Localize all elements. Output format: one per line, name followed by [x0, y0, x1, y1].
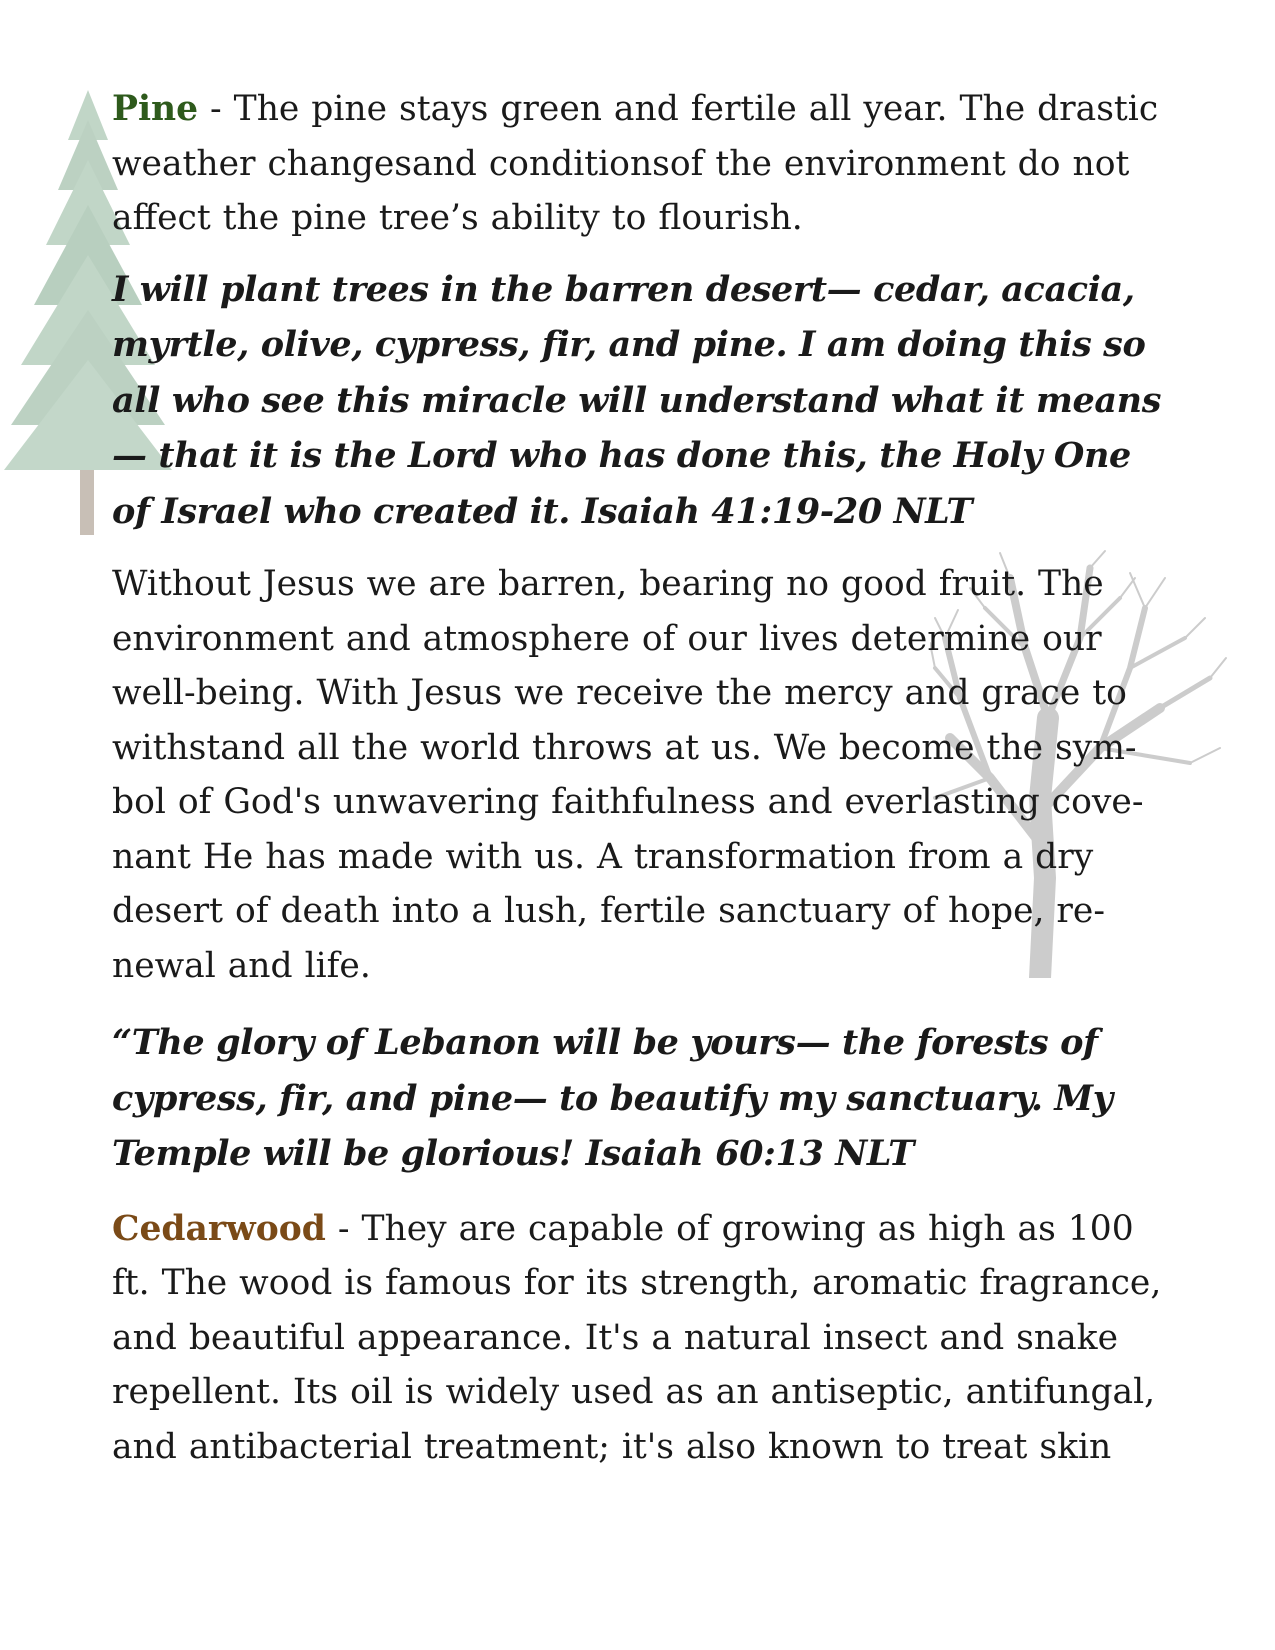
cedarwood-term: Cedarwood [112, 1208, 326, 1249]
page-content [112, 82, 1172, 1474]
cedarwood-description: - They are capable of growing as high as 100 ft. The wood is famous for its strength, aromatic fragrance, and beautiful appearance. It's a natural insect and snake repellent. Its oil is widely used as an antiseptic, antifungal, and antibacterial treatment; it's also known to treat skin [112, 1208, 1162, 1467]
pine-paragraph [112, 82, 1172, 246]
scripture-isaiah-60: “The glory of Lebanon will be yours— the forests of cypress, fir, and pine— to beautify my sanctuary. My Temple will be glorious! Isaiah 60:13 NLT [112, 1022, 1113, 1174]
cedarwood-paragraph [112, 1202, 1172, 1475]
pine-description: - The pine stays green and fertile all year. The drastic weather changesand conditionsof the environment do not affect the pine tree’s ability to flourish. [112, 89, 1159, 238]
scripture-isaiah-41: I will plant trees in the barren desert— cedar, acacia, myrtle, olive, cypress, fir, and pine. I am doing this so all who see this miracle will understand what it means— that it is the Lord who has done this, the Holy One of Israel who created it. Isaiah 41:19-20 NLT [112, 268, 1162, 532]
reflection-paragraph: Without Jesus we are barren, bearing no good fruit. The environment and atmosphere of our lives determine our well-being. With Jesus we receive the mercy and grace to withstand all the world throws at us. We become the symbol of God's unwavering faithfulness and everlasting covenant He has made with us. A transformation from a dry desert of death into a lush, fertile sanctuary of hope, renewal and life. [112, 564, 1144, 986]
pine-term: Pine [112, 89, 199, 129]
